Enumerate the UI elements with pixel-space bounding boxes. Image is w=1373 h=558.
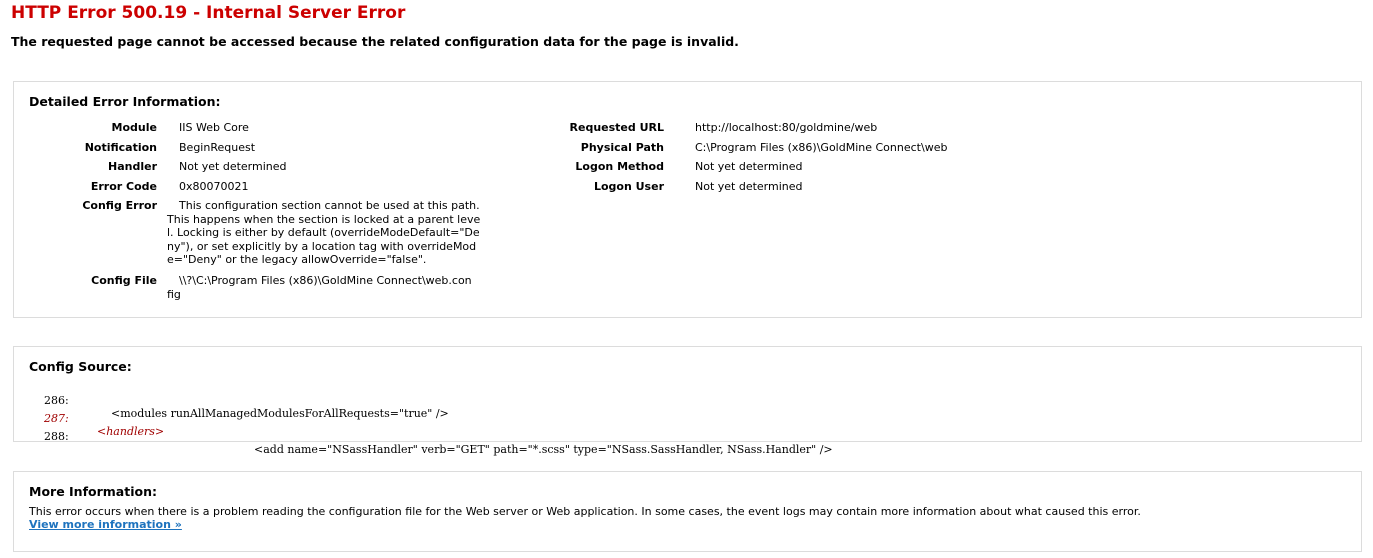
detailed-error-panel bbox=[13, 81, 1362, 318]
line-number: 288: bbox=[44, 430, 69, 443]
logon-user-label: Logon User bbox=[593, 180, 664, 193]
error-code-label: Error Code bbox=[90, 180, 157, 193]
config-error-line: This configuration section cannot be used at this path. bbox=[179, 199, 480, 212]
error-subtitle: The requested page cannot be accessed because the related configuration data for the page is invalid. bbox=[11, 34, 739, 49]
notification-value: BeginRequest bbox=[179, 141, 256, 154]
config-error-value bbox=[167, 199, 493, 267]
more-information-panel bbox=[13, 471, 1362, 552]
error-title: HTTP Error 500.19 - Internal Server Error bbox=[11, 3, 406, 23]
module-label: Module bbox=[111, 121, 157, 134]
logon-user-value: Not yet determined bbox=[695, 180, 803, 193]
notification-label: Notification bbox=[84, 141, 157, 154]
more-information-heading: More Information: bbox=[29, 484, 157, 499]
config-error-line: e="Deny" or the legacy allowOverride="false". bbox=[167, 253, 427, 267]
physical-path-value: C:\Program Files (x86)\GoldMine Connect\web bbox=[695, 141, 948, 154]
more-information-text: This error occurs when there is a problem reading the configuration file for the Web server or Web application. In some cases, the event logs may contain more information about what caused this error. bbox=[29, 505, 1141, 518]
line-number: 286: bbox=[44, 394, 69, 407]
line-text: <modules runAllManagedModulesForAllRequests="true" /> bbox=[111, 407, 449, 420]
line-text: <add name="NSassHandler" verb="GET" path="*.scss" type="NSass.SassHandler, NSass.Handler" /> bbox=[254, 443, 833, 456]
logon-method-label: Logon Method bbox=[575, 160, 664, 173]
module-value: IIS Web Core bbox=[179, 121, 249, 134]
logon-method-value: Not yet determined bbox=[695, 160, 803, 173]
detailed-error-heading: Detailed Error Information: bbox=[29, 94, 221, 109]
config-source-heading: Config Source: bbox=[29, 359, 132, 374]
config-error-label: Config Error bbox=[82, 199, 157, 212]
handler-label: Handler bbox=[108, 160, 157, 173]
requested-url-label: Requested URL bbox=[569, 121, 664, 134]
error-code-value: 0x80070021 bbox=[179, 180, 249, 193]
line-number: 287: bbox=[44, 412, 69, 425]
config-error-line: ny"), or set explicitly by a location tag with overrideMod bbox=[167, 239, 477, 253]
config-file-line: fig bbox=[167, 287, 181, 301]
physical-path-label: Physical Path bbox=[580, 141, 664, 154]
view-more-information-link[interactable]: View more information » bbox=[29, 518, 182, 531]
requested-url-value: http://localhost:80/goldmine/web bbox=[695, 121, 878, 134]
handler-value: Not yet determined bbox=[179, 160, 287, 173]
config-file-value bbox=[167, 274, 493, 301]
line-text: <handlers> bbox=[97, 425, 165, 438]
config-error-line: l. Locking is either by default (overrideModeDefault="De bbox=[167, 226, 480, 240]
config-source-panel bbox=[13, 346, 1362, 456]
config-file-line: \\?\C:\Program Files (x86)\GoldMine Connect\web.con bbox=[179, 274, 472, 287]
config-error-line: This happens when the section is locked at a parent leve bbox=[167, 212, 481, 226]
config-file-label: Config File bbox=[91, 274, 157, 287]
